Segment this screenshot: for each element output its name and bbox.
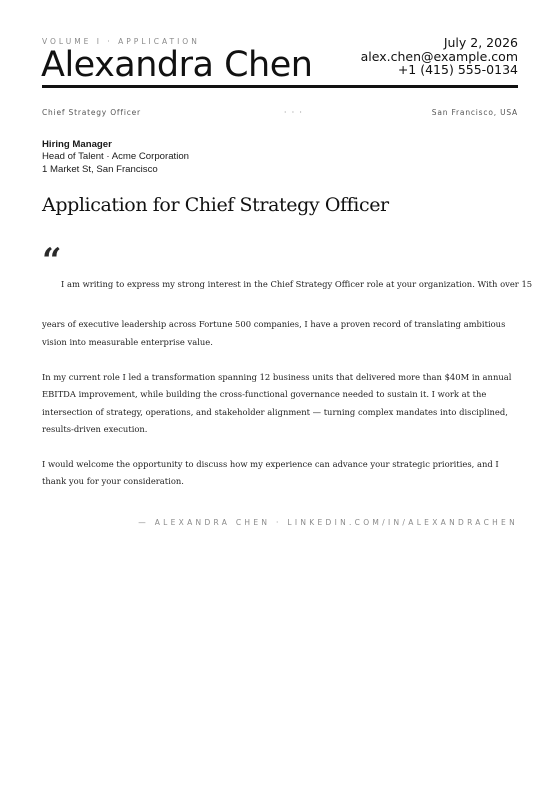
contact-phone[interactable]: +1 (415) 555-0134 bbox=[397, 62, 518, 78]
signature-line: — ALEXANDRA CHEN · LINKEDIN.COM/IN/ALEXANDRACHEN bbox=[138, 518, 518, 527]
subbar-separator: · · · bbox=[284, 108, 304, 117]
paragraph-1-first-line: I am writing to express my strong interest in the Chief Strategy Officer role at your organization. With over 15 bbox=[61, 279, 533, 289]
contact-email[interactable]: alex.chen@example.com bbox=[360, 48, 518, 64]
paragraph-1-continuation: years of executive leadership across Fortune 500 companies, I have a proven record of translating ambitious vision into measurable enterprise value. bbox=[42, 319, 506, 347]
applicant-name: Alexandra Chen bbox=[41, 45, 313, 85]
letter-date: July 2, 2026 bbox=[443, 35, 518, 50]
recipient-address: 1 Market St, San Francisco bbox=[42, 163, 158, 175]
contact-block bbox=[361, 36, 518, 77]
letter-paragraph-1 bbox=[42, 276, 533, 351]
header-kicker: VOLUME I · APPLICATION bbox=[42, 37, 200, 46]
recipient-title: Hiring Manager bbox=[42, 139, 112, 150]
letter-subject: Application for Chief Strategy Officer bbox=[42, 194, 389, 216]
recipient-block bbox=[42, 139, 189, 176]
letter-paragraph-3: I would welcome the opportunity to discuss how my experience can advance your strategic priorities, and I thank you for your consideration. bbox=[42, 459, 499, 487]
location: San Francisco, USA bbox=[431, 108, 518, 117]
role-title: Chief Strategy Officer bbox=[42, 108, 141, 117]
recipient-organization: Head of Talent · Acme Corporation bbox=[42, 151, 190, 163]
letter-paragraph-2: In my current role I led a transformation spanning 12 business units that delivered more than $40M in annual EBITDA improvement, while building the cross-functional governance needed to sustain it. I work at the intersection of strategy, operations, and stakeholder alignment — turning complex mandates into disciplined, results-driven execution. bbox=[42, 372, 512, 435]
header-divider bbox=[42, 85, 518, 88]
quote-mark-icon: “ bbox=[42, 241, 62, 281]
